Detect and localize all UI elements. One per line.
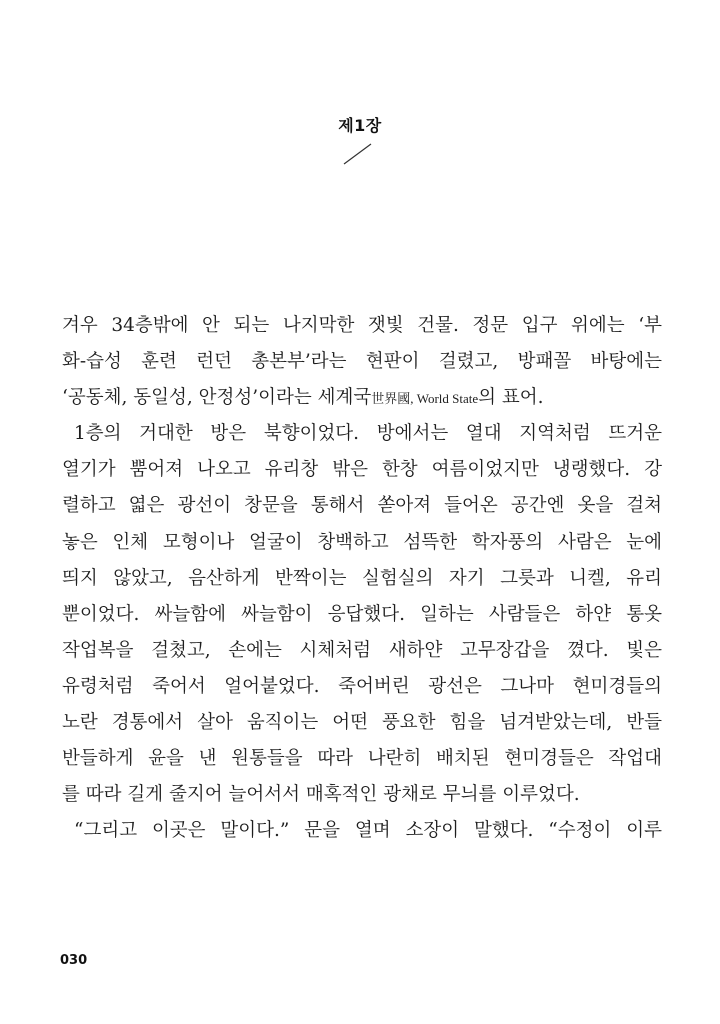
- text-line: “그리고 이곳은 말이다.” 문을 열며 소장이 말했다. “수정이 이루: [74, 820, 662, 842]
- text-line: 뿐이었다. 싸늘함에 싸늘함이 응답했다. 일하는 사람들은 하얀 통옷: [62, 603, 662, 625]
- page-number: 030: [60, 953, 88, 968]
- text-line: 열기가 뿜어져 나오고 유리창 밖은 한창 여름이었지만 냉랭했다. 강: [62, 459, 662, 481]
- text-line: 작업복을 걸쳤고, 손에는 시체처럼 새하얀 고무장갑을 꼈다. 빛은: [62, 639, 662, 661]
- text-line: 렬하고 엷은 광선이 창문을 통해서 쏟아져 들어온 공간엔 옷을 걸쳐: [62, 495, 662, 517]
- text-line-main: ‘공동체, 동일성, 안정성’이라는 세계국: [62, 387, 372, 409]
- text-line: 유령처럼 죽어서 얼어붙었다. 죽어버린 광선은 그나마 현미경들의: [62, 675, 662, 697]
- chapter-body-text: [62, 308, 662, 849]
- text-line: 를 따라 길게 줄지어 늘어서서 매혹적인 광채로 무늬를 이루었다.: [62, 784, 580, 806]
- text-line: 겨우 34층밖에 안 되는 나지막한 잿빛 건물. 정문 입구 위에는 ‘부: [62, 315, 662, 336]
- text-line: 1층의 거대한 방은 북향이었다. 방에서는 열대 지역처럼 뜨거운: [74, 423, 662, 445]
- text-line: 반들하게 윤을 낸 원통들을 따라 나란히 배치된 현미경들은 작업대: [62, 748, 662, 770]
- chapter-slash-ornament: [342, 142, 374, 166]
- text-line: 노란 경통에서 살아 움직이는 어떤 풍요한 힘을 넘겨받았는데, 반들: [62, 712, 662, 734]
- text-line-suffix: 의 표어.: [478, 387, 544, 409]
- text-line: 놓은 인체 모형이나 얼굴이 창백하고 섬뜩한 학자풍의 사람은 눈에: [62, 531, 662, 553]
- text-line: [62, 380, 662, 416]
- text-line: 띄지 않았고, 음산하게 반짝이는 실험실의 자기 그릇과 니켈, 유리: [62, 567, 662, 589]
- text-line: 화-습성 훈련 런던 총본부’라는 현판이 걸렸고, 방패꼴 바탕에는: [62, 351, 662, 373]
- world-state-annotation: 世界國, World State: [371, 391, 479, 407]
- chapter-title: 제1장: [338, 116, 382, 135]
